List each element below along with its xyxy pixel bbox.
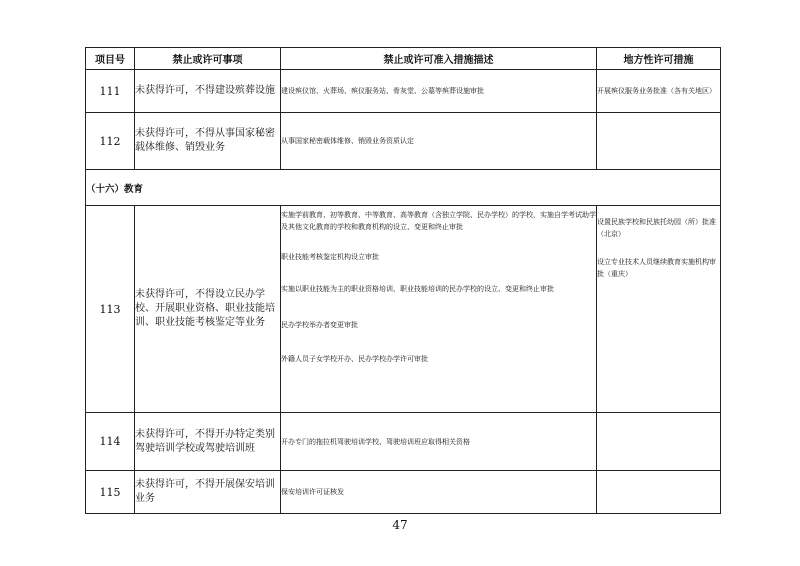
permit-table: [85, 47, 721, 514]
row-desc: [281, 413, 597, 471]
header-no: 项目号: [86, 48, 135, 70]
header-row: [86, 48, 721, 70]
row-desc: [281, 206, 597, 413]
section-row: [86, 170, 721, 206]
desc-entry: 外籍人员子女学校开办、民办学校办学许可审批: [281, 355, 428, 363]
desc-entry: 实施学前教育、初等教育、中等教育、高等教育（含独立学院、民办学校）的学校，实施自学考试助学及其他文化教育的学校和教育机构的设立、变更和终止审批: [281, 211, 596, 231]
page-number: 47: [392, 518, 408, 532]
row-item: 未获得许可，不得设立民办学校、开展职业资格、职业技能培训、职业技能考核鉴定等业务: [135, 206, 281, 413]
desc-entry: 实施以职业技能为主的职业资格培训、职业技能培训的民办学校的设立、变更和终止审批: [281, 285, 554, 293]
local-entry: 设立专业技术人员继续教育实施机构审批（重庆）: [597, 258, 716, 278]
table-row: [86, 206, 721, 413]
table-row: [86, 471, 721, 514]
row-local: [597, 471, 721, 514]
header-local: 地方性许可措施: [597, 48, 721, 70]
local-entry: 开展殡仪服务业务批准（各有关地区）: [597, 87, 716, 95]
table-row: [86, 113, 721, 170]
row-item: 未获得许可，不得建设殡葬设施: [135, 70, 281, 113]
row-desc: [281, 471, 597, 514]
row-number: 114: [86, 413, 135, 471]
row-number: 115: [86, 471, 135, 514]
row-local: [597, 206, 721, 413]
row-local: [597, 113, 721, 170]
desc-entry: 建设殡仪馆、火葬场、殡仪服务站、骨灰堂、公墓等殡葬设施审批: [281, 87, 484, 95]
row-item: 未获得许可，不得开展保安培训业务: [135, 471, 281, 514]
desc-entry: 民办学校举办者变更审批: [281, 321, 358, 329]
desc-entry: 开办专门的拖拉机驾驶培训学校、驾驶培训班应取得相关资格: [281, 437, 470, 446]
row-item: 未获得许可，不得开办特定类别驾驶培训学校或驾驶培训班: [135, 413, 281, 471]
row-number: 111: [86, 70, 135, 113]
row-item: 未获得许可，不得从事国家秘密载体维修、销毁业务: [135, 113, 281, 170]
header-desc: 禁止或许可准入措施描述: [281, 48, 597, 70]
row-desc: [281, 113, 597, 170]
local-entry: 设置民族学校和民族托幼园（所）批准（北京）: [597, 218, 716, 238]
desc-entry: 保安培训许可证核发: [281, 488, 344, 496]
desc-entry: 职业技能考核鉴定机构设立审批: [281, 253, 379, 261]
row-desc: [281, 70, 597, 113]
desc-entry: 从事国家秘密载体维修、销毁业务资质认定: [281, 137, 414, 145]
header-item: 禁止或许可事项: [135, 48, 281, 70]
table-row: [86, 413, 721, 471]
row-number: 113: [86, 206, 135, 413]
row-local: [597, 413, 721, 471]
table-row: [86, 70, 721, 113]
section-title: （十六）教育: [86, 170, 721, 206]
row-number: 112: [86, 113, 135, 170]
row-local: [597, 70, 721, 113]
